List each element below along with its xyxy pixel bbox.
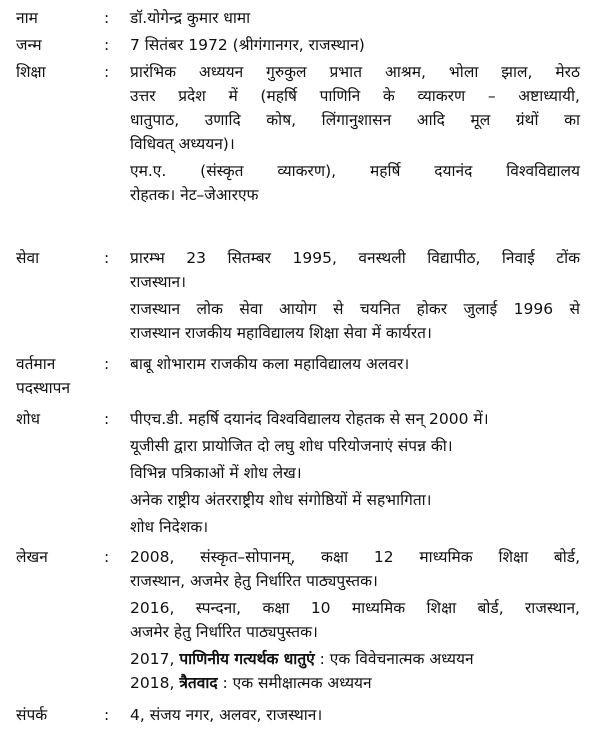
contact-value-block bbox=[130, 703, 580, 727]
service-p1-line: राजस्थान। bbox=[130, 273, 186, 291]
contact-value: 4, संजय नगर, अलवर, राजस्थान। bbox=[130, 706, 323, 724]
service-content bbox=[130, 246, 580, 345]
research-item bbox=[130, 515, 580, 539]
education-paragraph-1 bbox=[130, 60, 580, 156]
research-line: अनेक राष्ट्रीय अंतरराष्ट्रीय शोध संगोष्ठियों में सहभागिता। bbox=[130, 491, 432, 509]
research-line: पीएच.डी. महर्षि दयानंद विश्वविद्यालय रोहतक से सन् 2000 में। bbox=[130, 410, 489, 428]
book-2018-title: त्रैतवाद bbox=[179, 674, 218, 692]
book-2018-subtitle: : एक समीक्षात्मक अध्ययन bbox=[217, 674, 372, 692]
research-item bbox=[130, 407, 580, 431]
education-paragraph-2 bbox=[130, 159, 580, 207]
book-2017-subtitle: : एक विवेचनात्मक अध्ययन bbox=[314, 650, 474, 668]
book-2017-title: पाणिनीय गत्यर्थक धातुएं bbox=[179, 650, 315, 668]
name-label: नाम bbox=[16, 9, 38, 27]
research-colon: : bbox=[104, 410, 110, 428]
birth-value: 7 सितंबर 1972 (श्रीगंगानगर, राजस्थान) bbox=[130, 36, 365, 54]
current-posting-label bbox=[16, 352, 106, 400]
service-paragraph-1 bbox=[130, 246, 580, 294]
writing-book-2017-line bbox=[130, 647, 580, 671]
name-value: डॉ.योगेन्द्र कुमार धामा bbox=[130, 9, 251, 27]
service-p2-line: राजस्थान राजकीय महाविद्यालय शिक्षा सेवा में कार्यरत। bbox=[130, 324, 432, 342]
writing-colon: : bbox=[104, 548, 110, 566]
name-colon: : bbox=[104, 9, 110, 27]
service-colon: : bbox=[104, 249, 110, 267]
education-p2-line: रोहतक। नेट–जेआरएफ bbox=[130, 186, 259, 204]
current-posting-label-line1: वर्तमान bbox=[16, 355, 56, 373]
writing-paragraph-1 bbox=[130, 545, 580, 593]
education-label: शिक्षा bbox=[16, 63, 46, 81]
writing-p2-line: अजमेर हेतु निर्धारित पाठ्यपुस्तक। bbox=[130, 623, 318, 641]
current-posting-value: बाबू शोभाराम राजकीय कला महाविद्यालय अलवर। bbox=[130, 355, 410, 373]
contact-label: संपर्क bbox=[16, 706, 48, 724]
research-item bbox=[130, 434, 580, 458]
education-p1-line: प्रारंभिक अध्ययन गुरुकुल प्रभात आश्रम, भोला झाल, मेरठ bbox=[130, 63, 580, 81]
writing-book-2018-line bbox=[130, 671, 580, 695]
current-posting-value-block bbox=[130, 352, 580, 376]
research-item bbox=[130, 488, 580, 512]
contact-colon: : bbox=[104, 706, 110, 724]
research-label: शोध bbox=[16, 410, 41, 428]
name-value-block bbox=[130, 6, 580, 30]
education-colon: : bbox=[104, 63, 110, 81]
research-line: शोध निदेशक। bbox=[130, 518, 209, 536]
writing-content bbox=[130, 545, 580, 695]
birth-colon: : bbox=[104, 36, 110, 54]
service-p2-line: राजस्थान लोक सेवा आयोग से चयनित होकर जुलाई 1996 से bbox=[130, 300, 580, 318]
current-posting-colon: : bbox=[104, 355, 110, 373]
book-2017-year: 2017, bbox=[130, 650, 180, 668]
education-p2-line: एम.ए. (संस्कृत व्याकरण), महर्षि दयानंद विश्वविद्यालय bbox=[130, 162, 580, 180]
education-p1-line: धातुपाठ, उणादि कोष, लिंगानुशासन आदि मूल ग्रंथों का bbox=[130, 111, 580, 129]
writing-book-2017 bbox=[130, 647, 580, 695]
research-line: विभिन्न पत्रिकाओं में शोध लेख। bbox=[130, 464, 302, 482]
education-p1-line: उत्तर प्रदेश में (महर्षि पाणिनि के व्याकरण – अष्टाध्यायी, bbox=[130, 87, 580, 105]
writing-p2-line: 2016, स्पन्दना, कक्षा 10 माध्यमिक शिक्षा बोर्ड, राजस्थान, bbox=[130, 599, 580, 617]
service-p1-line: प्रारम्भ 23 सितम्बर 1995, वनस्थली विद्यापीठ, निवाई टोंक bbox=[130, 249, 580, 267]
research-content bbox=[130, 407, 580, 539]
birth-label: जन्म bbox=[16, 36, 42, 54]
research-item bbox=[130, 461, 580, 485]
book-2018-year: 2018, bbox=[130, 674, 180, 692]
writing-paragraph-2 bbox=[130, 596, 580, 644]
service-label: सेवा bbox=[16, 249, 40, 267]
service-paragraph-2 bbox=[130, 297, 580, 345]
writing-p1-line: राजस्थान, अजमेर हेतु निर्धारित पाठ्यपुस्तक। bbox=[130, 572, 378, 590]
education-p1-line: विधिवत् अध्ययन)। bbox=[130, 135, 235, 153]
writing-label: लेखन bbox=[16, 548, 48, 566]
research-line: यूजीसी द्वारा प्रायोजित दो लघु शोध परियोजनाएं संपन्न की। bbox=[130, 437, 453, 455]
writing-p1-line: 2008, संस्कृत–सोपानम्, कक्षा 12 माध्यमिक शिक्षा बोर्ड, bbox=[130, 548, 580, 566]
birth-value-block bbox=[130, 33, 580, 57]
education-content bbox=[130, 60, 580, 207]
current-posting-label-line2: पदस्थापन bbox=[16, 379, 71, 397]
